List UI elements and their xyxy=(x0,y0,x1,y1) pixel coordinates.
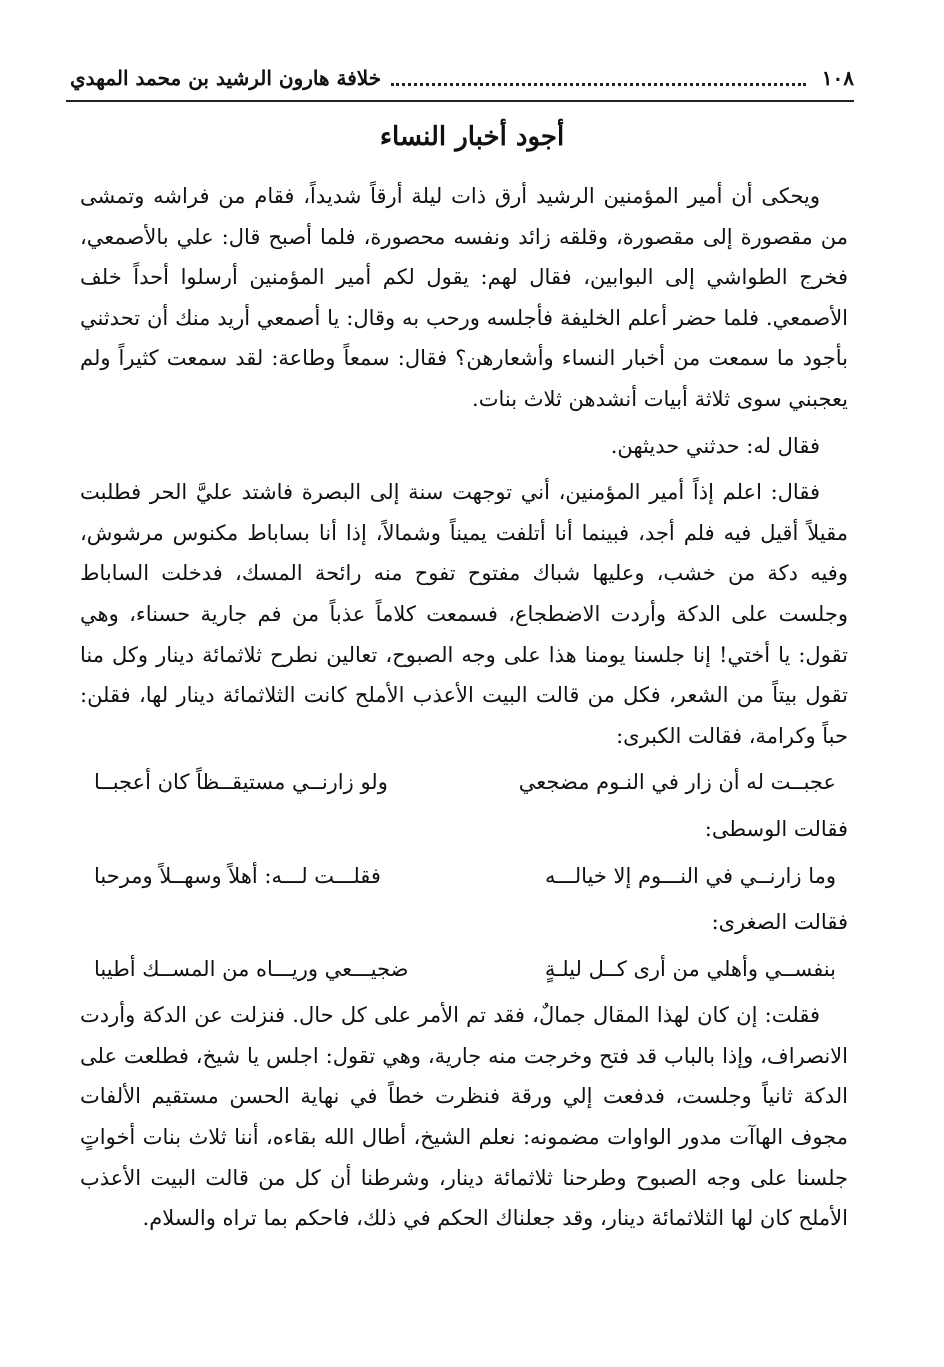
paragraph-2: فقال له: حدثني حديثهن. xyxy=(610,433,820,458)
verse-2-first-hemistich: وما زارنــي في النـــوم إلا خيالـــه xyxy=(545,863,836,888)
verse-3 xyxy=(80,949,848,990)
header-rule xyxy=(66,100,854,102)
running-header xyxy=(70,58,854,98)
paragraph-4: فقلت: إن كان لهذا المقال جمالٌ، فقد تم الأمر على كل حال. فنزلت عن الدكة وأردت الانصراف، وإذا بالباب قد فتح وخرجت منه جارية، وهي تقول: اجلس يا شيخ، فطلعت على الدكة ثانياً وجلست، فدفعت إلي ورقة فنظرت خطاً في نهاية الحسن مستقيم الألفات مجوف الهاآت مدور الواوات مضمونه: نعلم الشيخ، أطال الله بقاءه، أننا ثلاث بنات أخواتٍ جلسنا على وجه الصبوح وطرحنا ثلاثمائة دينار، وشرطنا أن كل من قالت البيت الأعذب الأملح كان لها الثلاثمائة دينار، وقد جعلناك الحكم في ذلك، فاحكم بما تراه والسلام. xyxy=(80,1003,848,1231)
label-middle-sister: فقالت الوسطى: xyxy=(704,816,848,841)
header-dot-leader xyxy=(391,71,806,86)
page-body xyxy=(80,176,848,1245)
verse-1-first-hemistich: عجبــت له أن زار في النـوم مضجعي xyxy=(518,770,836,795)
verse-1 xyxy=(80,762,848,803)
paragraph-1: ويحكى أن أمير المؤمنين الرشيد أرق ذات ليلة أرقاً شديداً، فقام من فراشه وتمشى من مقصورة إلى مقصورة، وقلقه زائد ونفسه محصورة، فلما أصبح قال: علي بالأصمعي، فخرج الطواشي إلى البوابين، فقال لهم: يقول لكم أمير المؤمنين أرسلوا أحداً خلف الأصمعي. فلما حضر أعلم الخليفة فأجلسه ورحب به وقال: يا أصمعي أريد منك أن تحدثني بأجود ما سمعت من أخبار النساء وأشعارهن؟ فقال: سمعاً وطاعة: لقد سمعت كثيراً ولم يعجبني سوى ثلاثة أبيات أنشدهن ثلاث بنات. xyxy=(80,184,848,411)
verse-3-first-hemistich: بنفســي وأهلي من أرى كــل ليلـةٍ xyxy=(544,956,836,981)
label-youngest-sister: فقالت الصغرى: xyxy=(711,910,848,935)
verse-2-second-hemistich: فقلـــت لـــه: أهلاً وسهــلاً ومرحبا xyxy=(94,863,381,888)
verse-1-second-hemistich: ولو زارنــي مستيقــظاً كان أعجبــا xyxy=(94,770,388,795)
section-heading: أجود أخبار النساء xyxy=(379,122,565,152)
page-number: ١٠٨ xyxy=(821,66,854,90)
verse-3-second-hemistich: ضجيـــعي وريـــاه من المســك أطيبا xyxy=(94,956,409,981)
verse-2 xyxy=(80,856,848,897)
running-title: خلافة هارون الرشيد بن محمد المهدي xyxy=(70,66,382,90)
paragraph-3: فقال: اعلم إذاً أمير المؤمنين، أني توجهت سنة إلى البصرة فاشتد عليَّ الحر فطلبت مقيلاً أقيل فيه فلم أجد، فبينما أنا أتلفت يميناً وشمالاً، إذا أنا بساباط مكنوس مرشوش، وفيه دكة من خشب، وعليها شباك مفتوح تفوح منه رائحة المسك، فدخلت الساباط وجلست على الدكة وأردت الاضطجاع، فسمعت كلاماً عذباً من فم جارية حسناء، وهي تقول: يا أختي! إنا جلسنا يومنا هذا على وجه الصبوح، تعالين نطرح ثلاثمائة دينار وكل منا تقول بيتاً من الشعر، فكل من قالت البيت الأعذب الأملح كانت الثلاثمائة دينار لها، فقلن: حباً وكرامة، فقالت الكبرى: xyxy=(80,480,848,748)
